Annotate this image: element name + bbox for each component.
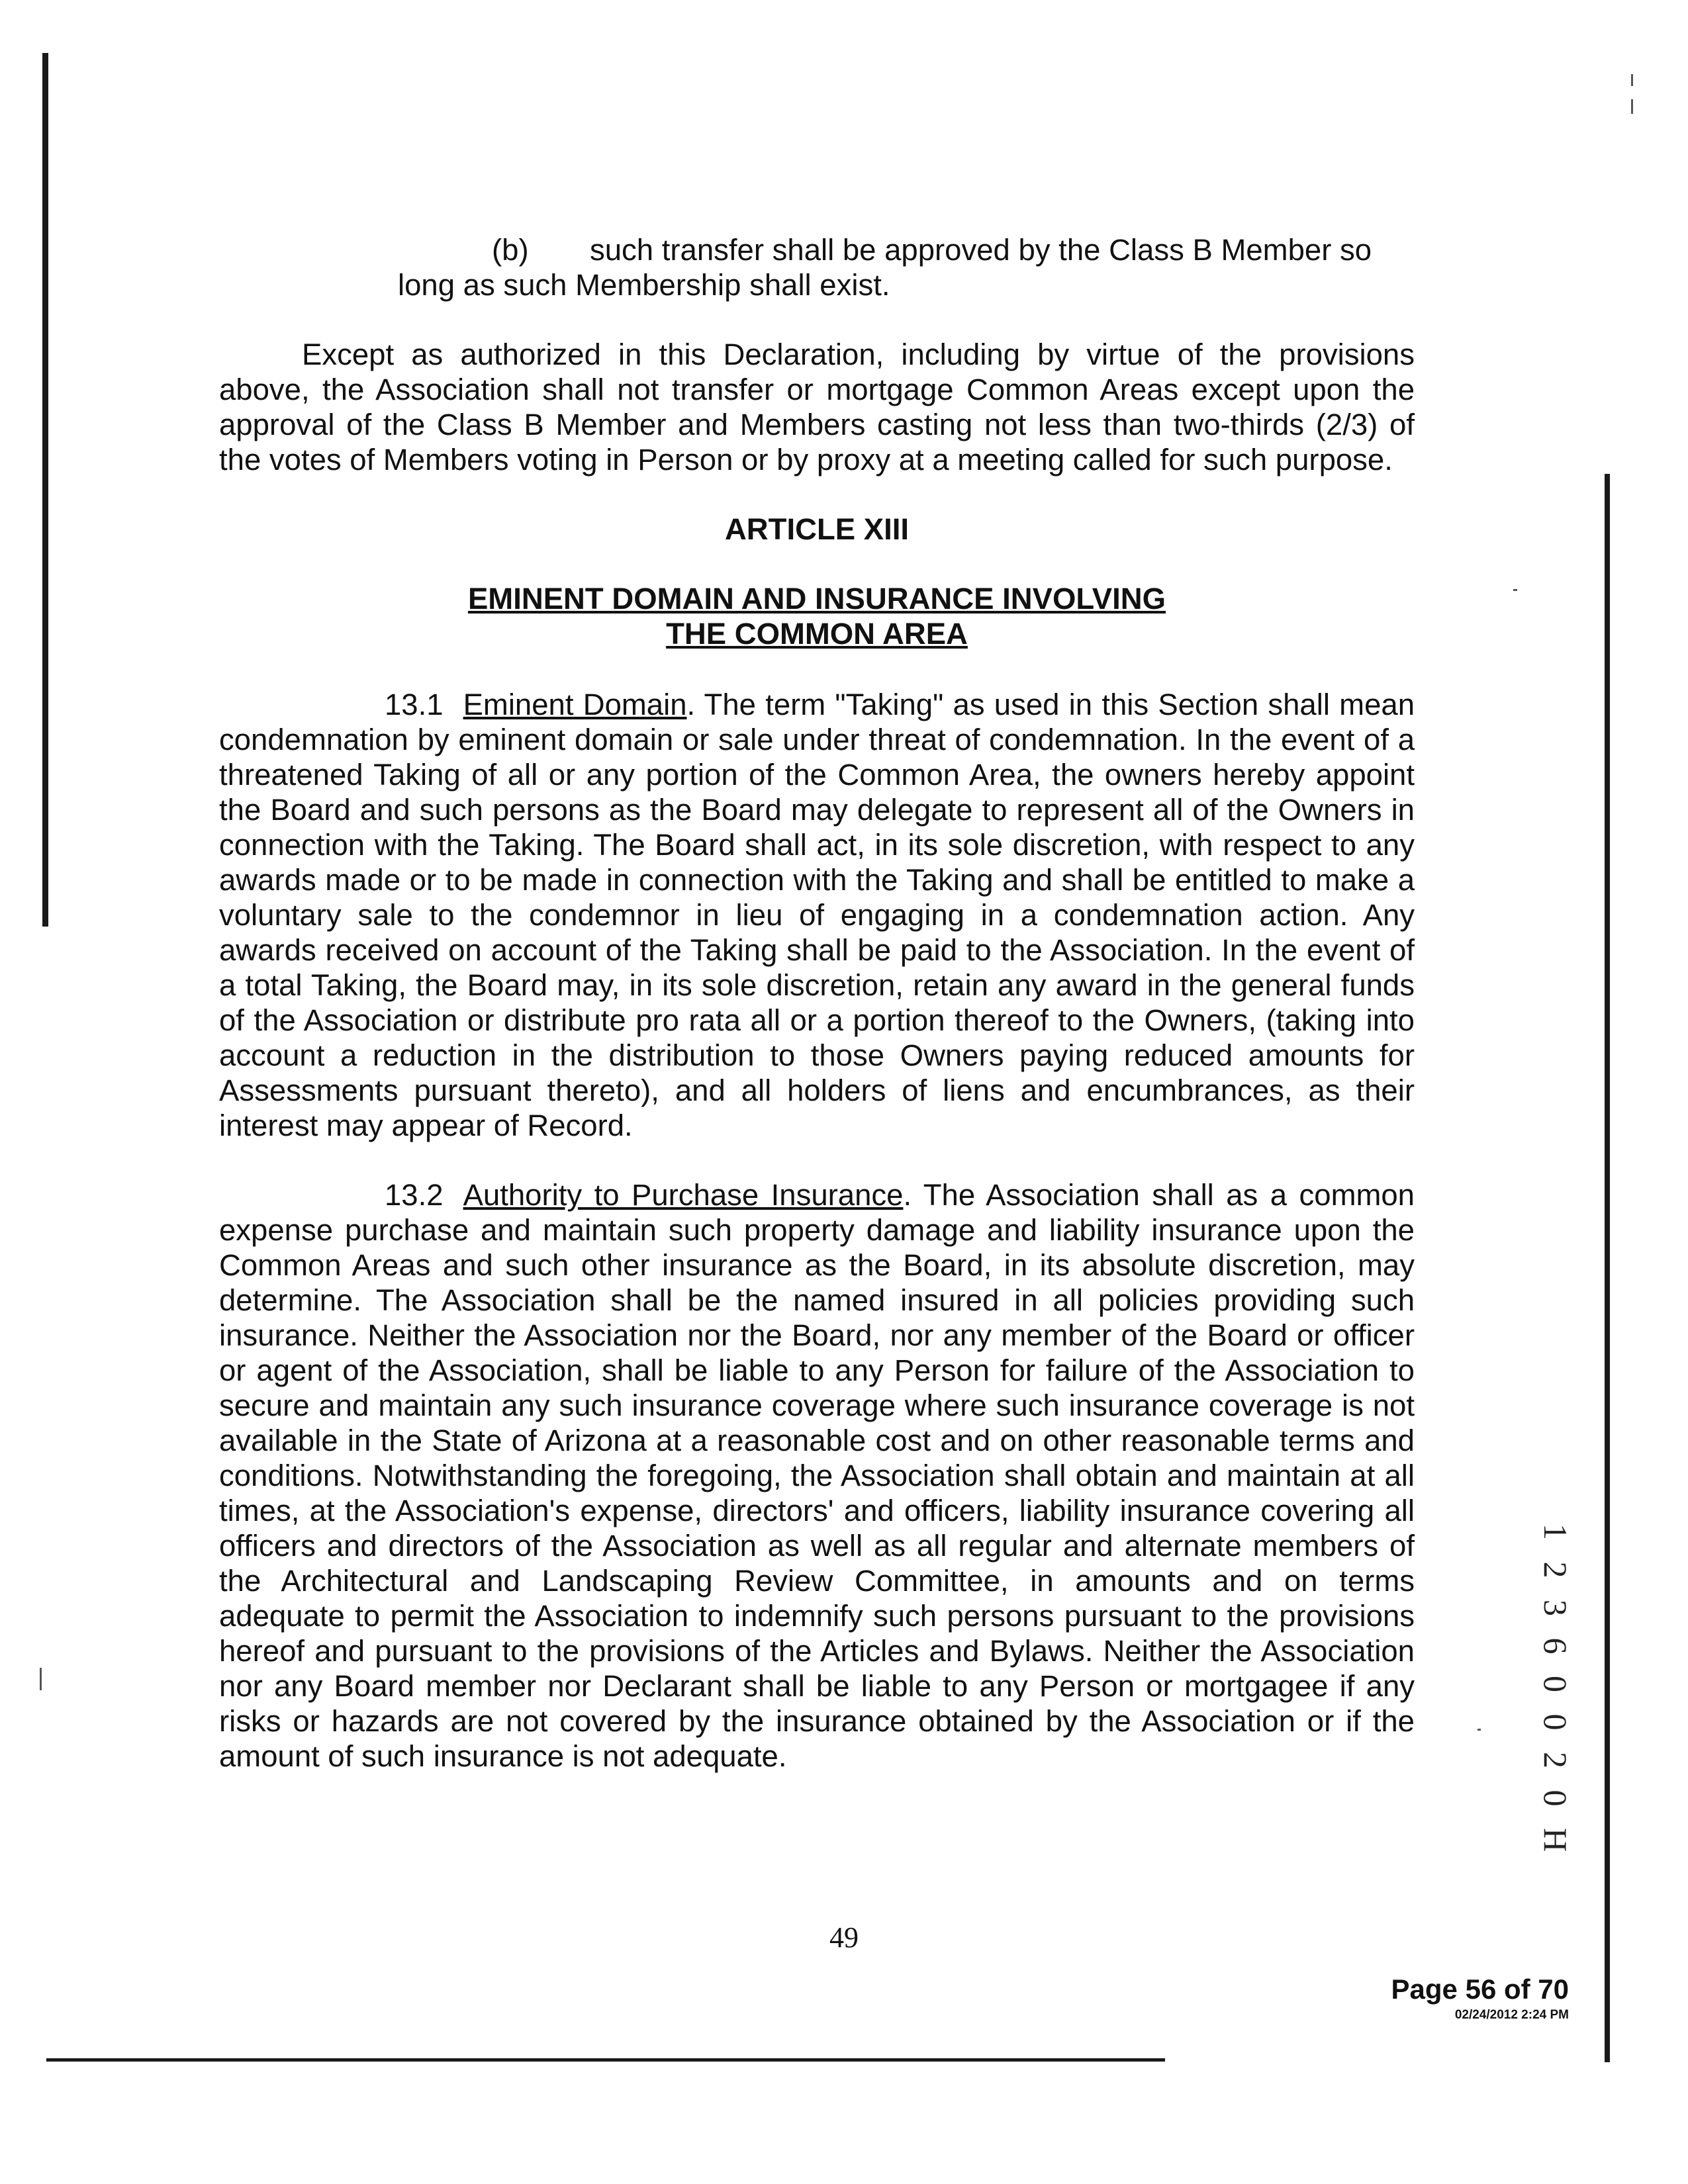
print-timestamp: 02/24/2012 2:24 PM xyxy=(1454,2008,1569,2022)
article-heading xyxy=(219,581,1415,651)
sub-item-b xyxy=(219,232,1415,302)
article-title: ARTICLE XIII xyxy=(724,512,910,546)
section-13-2 xyxy=(219,1177,1415,1774)
section-title: Authority to Purchase Insurance xyxy=(463,1178,904,1212)
section-body: . The Association shall as a common expense purchase and maintain such property damage and liability insurance upon the Common Areas and such other insurance as the Board, in its absolute discretion, may determine. The Association shall be the named insured in all policies providing such insurance. Neither the Association nor the Board, nor any member of the Board or officer or agent of the Association, shall be liable to any Person for failure of the Association to secure and maintain any such insurance coverage where such insurance coverage is not available in the State of Arizona at a reasonable cost and on other reasonable terms and conditions. Notwithstanding the foregoing, the Association shall obtain and maintain at all times, at the Association's expense, directors' and officers, liability insurance covering all officers and directors of the Association as well as all regular and alternate members of the Architectural and Landscaping Review Committee, in amounts and on terms adequate to permit the Association to indemnify such persons pursuant to the provisions hereof and pursuant to the provisions of the Articles and Bylaws. Neither the Association nor any Board member nor Declarant shall be liable to any Person or mortgagee if any risks or hazards are not covered by the insurance obtained by the Association or if the amount of such insurance is not adequate. xyxy=(219,1178,1415,1773)
article-heading-line: THE COMMON AREA xyxy=(666,617,968,651)
scan-speck xyxy=(40,1668,42,1690)
scan-speck xyxy=(1513,589,1517,591)
page-count-label: Page 56 of 70 xyxy=(1391,1974,1569,2005)
section-number: 13.1 xyxy=(385,688,444,721)
paragraph-transfer-restriction: Except as authorized in this Declaration, including by virtue of the provisions above, the Association shall not transfer or mortgage Common Areas except upon the approval of the Class B Member and Members casting not less than two-thirds (2/3) of the votes of Members voting in Person or by proxy at a meeting called for such purpose. xyxy=(219,338,1415,477)
sub-item-text-continued: long as such Membership shall exist. xyxy=(398,268,890,302)
sub-item-text: such transfer shall be approved by the Class B Member so xyxy=(590,233,1372,267)
sub-item-label: (b) xyxy=(492,233,529,267)
scan-speck xyxy=(1477,1729,1481,1731)
document-body xyxy=(219,232,1415,1808)
scan-speck xyxy=(1631,74,1633,86)
scan-edge-right xyxy=(1605,474,1610,2062)
recording-stamp: 1 2 3 6 0 0 2 0 H xyxy=(1537,1523,1574,1859)
scan-edge-bottom xyxy=(46,2058,1165,2062)
page-number: 49 xyxy=(829,1921,859,1954)
scan-speck xyxy=(1631,99,1633,114)
article-heading-line: EMINENT DOMAIN AND INSURANCE INVOLVING xyxy=(467,582,1166,615)
section-number: 13.2 xyxy=(385,1178,444,1212)
section-body: . The term "Taking" as used in this Section shall mean condemnation by eminent domain or sale under threat of condemnation. In the event of a threatened Taking of all or any portion of the Common Area, the owners hereby appoint the Board and such persons as the Board may delegate to represent all of the Owners in connection with the Taking. The Board shall act, in its sole discretion, with respect to any awards made or to be made in connection with the Taking and shall be entitled to make a voluntary sale to the condemnor in lieu of engaging in a condemnation action. Any awards received on account of the Taking shall be paid to the Association. In the event of a total Taking, the Board may, in its sole discretion, retain any award in the general funds of the Association or distribute pro rata all or a portion thereof to the Owners, (taking into account a reduction in the distribution to those Owners paying reduced amounts for Assessments pursuant thereto), and all holders of liens and encumbrances, as their interest may appear of Record. xyxy=(219,688,1415,1142)
scan-edge-left xyxy=(42,53,48,927)
section-title: Eminent Domain xyxy=(463,688,687,721)
section-13-1 xyxy=(219,687,1415,1143)
